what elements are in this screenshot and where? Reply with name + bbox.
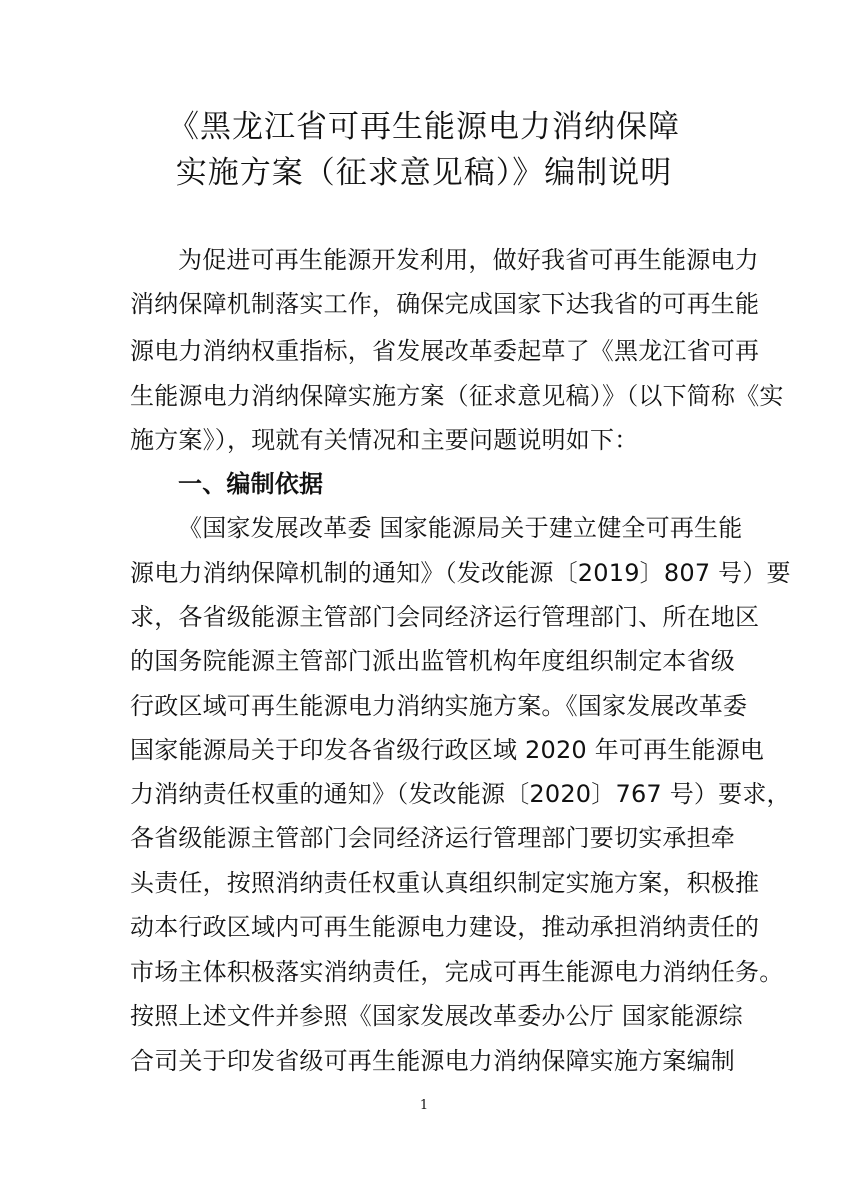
document-title-line-2: 实施方案（征求意见稿）》编制说明 xyxy=(175,155,673,191)
paragraph-line: 行政区域可再生能源电力消纳实施方案。《国家发展改革委 xyxy=(130,692,748,720)
paragraph-line: 力消纳责任权重的通知》（发改能源〔2020〕767 号）要求， xyxy=(130,780,791,808)
paragraph-line: 《国家发展改革委 国家能源局关于建立健全可再生能 xyxy=(178,514,743,542)
paragraph-line: 生能源电力消纳保障实施方案（征求意见稿）》（以下简称《实 xyxy=(130,382,784,410)
section-heading: 一、编制依据 xyxy=(178,470,324,498)
paragraph-line: 的国务院能源主管部门派出监管机构年度组织制定本省级 xyxy=(130,647,735,675)
paragraph-line: 施方案》），现就有关情况和主要问题说明如下： xyxy=(130,426,639,454)
paragraph-line: 各省级能源主管部门会同经济运行管理部门要切实承担牵 xyxy=(130,824,735,852)
paragraph-line: 按照上述文件并参照《国家发展改革委办公厅 国家能源综 xyxy=(130,1002,743,1030)
paragraph-line: 消纳保障机制落实工作，确保完成国家下达我省的可再生能 xyxy=(130,290,760,318)
paragraph-line: 市场主体积极落实消纳责任，完成可再生能源电力消纳任务。 xyxy=(130,958,784,986)
paragraph-line: 为促进可再生能源开发利用，做好我省可再生能源电力 xyxy=(178,246,759,274)
paragraph-line: 合司关于印发省级可再生能源电力消纳保障实施方案编制 xyxy=(130,1047,735,1075)
paragraph-line: 源电力消纳保障机制的通知》（发改能源〔2019〕807 号）要 xyxy=(130,559,791,587)
paragraph-line: 源电力消纳权重指标，省发展改革委起草了《黑龙江省可再 xyxy=(130,337,760,365)
paragraph-line: 头责任，按照消纳责任权重认真组织制定实施方案，积极推 xyxy=(130,869,760,897)
paragraph-line: 国家能源局关于印发各省级行政区域 2020 年可再生能源电 xyxy=(130,736,765,764)
page-number: 1 xyxy=(419,1098,429,1113)
paragraph-line: 动本行政区域内可再生能源电力建设，推动承担消纳责任的 xyxy=(130,913,760,941)
document-title-line-1: 《黑龙江省可再生能源电力消纳保障 xyxy=(168,109,680,145)
paragraph-line: 求，各省级能源主管部门会同经济运行管理部门、所在地区 xyxy=(130,603,760,631)
